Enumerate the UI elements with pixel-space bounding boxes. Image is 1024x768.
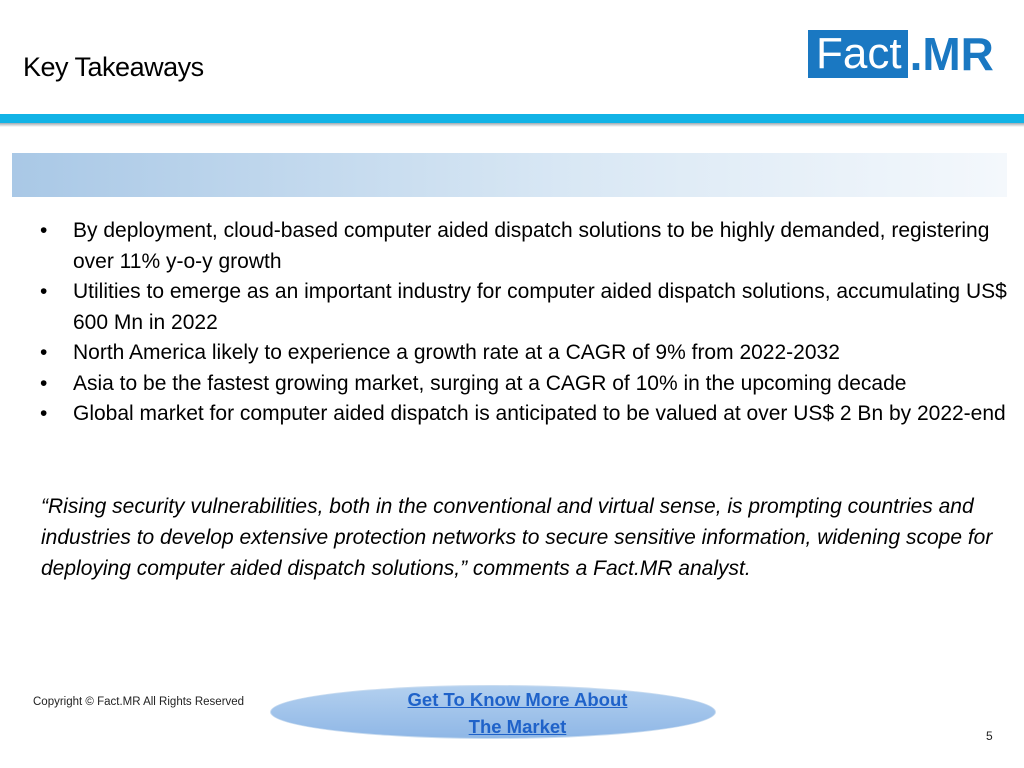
takeaway-text: Asia to be the fastest growing market, surging at a CAGR of 10% in the upcoming decade [73, 371, 907, 395]
slide-title: Key Takeaways [23, 52, 204, 82]
bullet-icon: • [40, 219, 48, 242]
takeaways-list [40, 216, 1010, 430]
page-number: 5 [986, 729, 993, 743]
logo-fact: Fact [808, 30, 908, 78]
takeaway-text: Utilities to emerge as an important industry for computer aided dispatch solutions, accumulating US$ 600 Mn in 2022 [73, 280, 1007, 334]
takeaway-item [40, 216, 1010, 277]
takeaway-text: By deployment, cloud-based computer aided dispatch solutions to be highly demanded, registering over 11% y-o-y growth [73, 219, 990, 273]
takeaway-item [40, 338, 1010, 369]
factmr-logo [808, 30, 994, 78]
cta-line-1[interactable]: Get To Know More About [407, 689, 628, 710]
know-more-link[interactable] [320, 686, 715, 740]
header-rule [0, 114, 1024, 123]
takeaway-item [40, 277, 1010, 338]
takeaway-text: North America likely to experience a growth rate at a CAGR of 9% from 2022-2032 [73, 341, 840, 364]
bullet-icon: • [40, 280, 48, 303]
header-rule-shadow [0, 123, 1024, 127]
takeaway-item [40, 399, 1010, 430]
takeaway-text: Global market for computer aided dispatch is anticipated to be valued at over US$ 2 Bn by 2022-end [73, 402, 1006, 425]
analyst-quote: “Rising security vulnerabilities, both in the conventional and virtual sense, is prompting countries and industries to develop extensive protection networks to secure sensitive information, widening scope for deploying computer aided dispatch solutions,” comments a Fact.MR analyst. [41, 495, 993, 580]
copyright-notice: Copyright © Fact.MR All Rights Reserved [33, 696, 245, 708]
bullet-icon: • [40, 402, 48, 425]
logo-mr: .MR [909, 28, 994, 80]
bullet-icon: • [40, 371, 48, 395]
gradient-band [12, 153, 1007, 197]
cta-line-2[interactable]: The Market [468, 716, 567, 737]
takeaway-item [40, 369, 1010, 400]
bullet-icon: • [40, 341, 48, 364]
